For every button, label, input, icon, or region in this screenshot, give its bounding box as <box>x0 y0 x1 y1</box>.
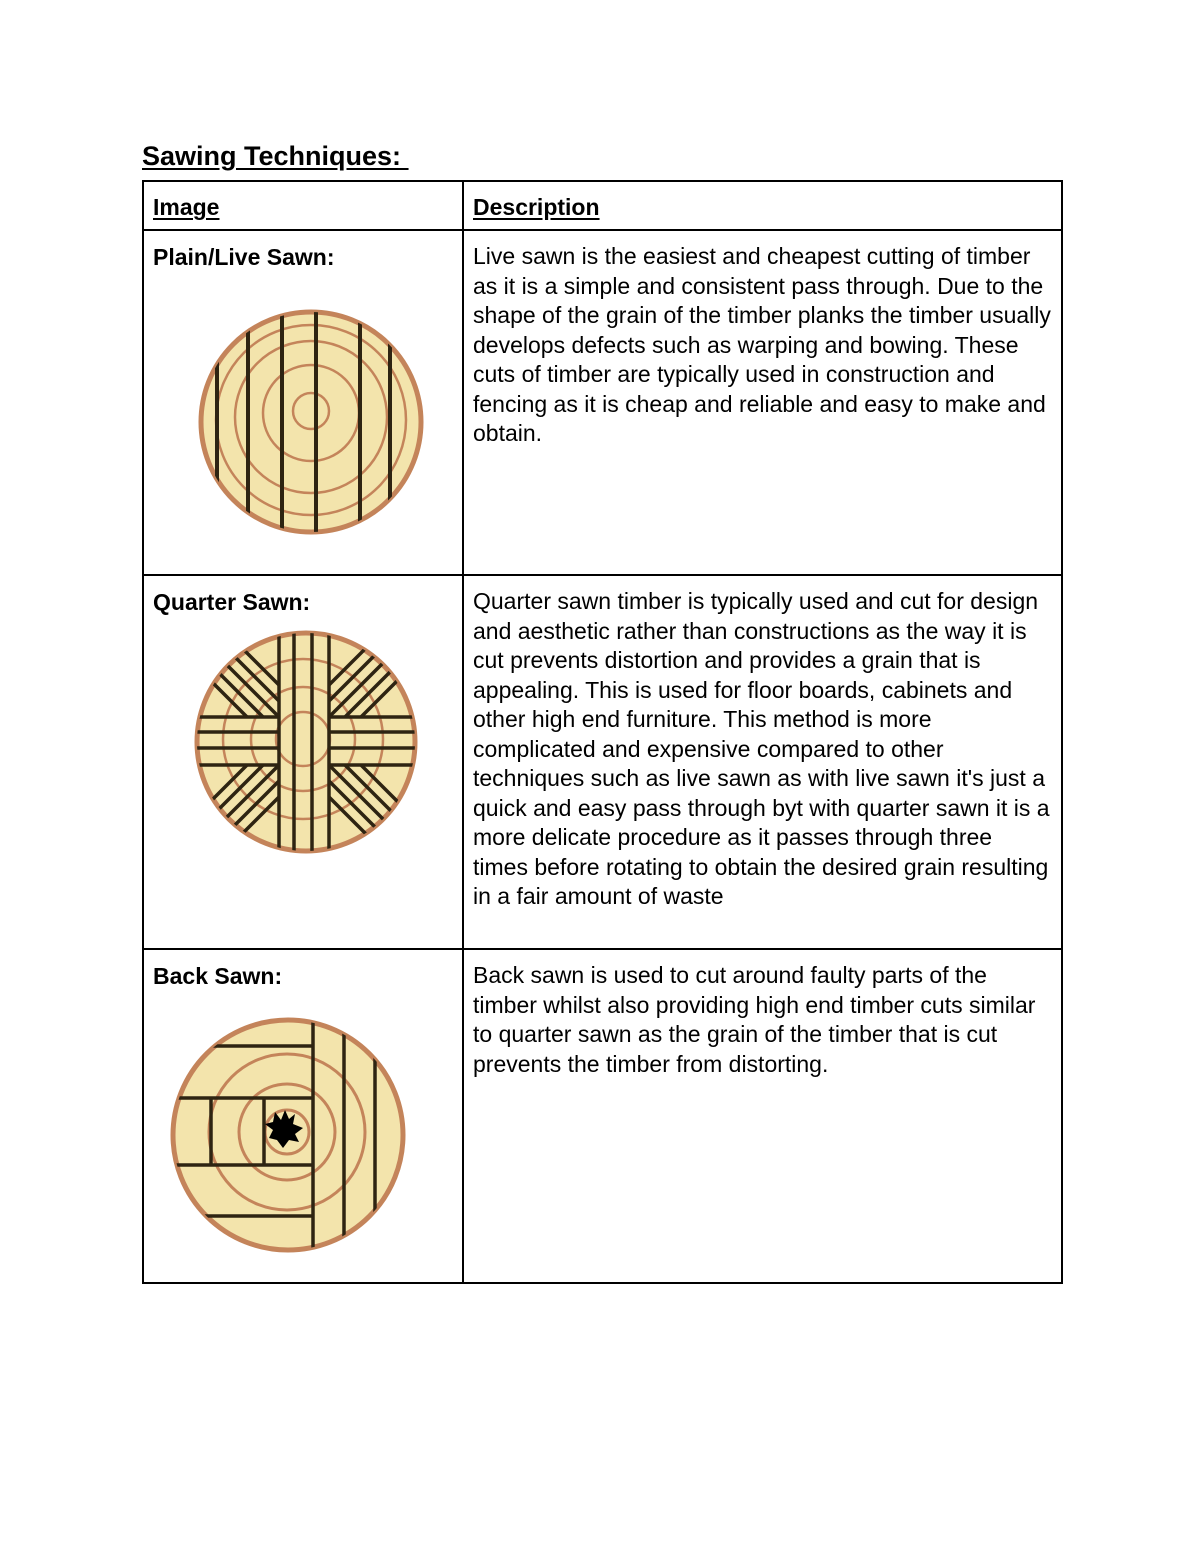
header-description: Description <box>463 181 1062 230</box>
table-row-back-sawn <box>143 949 1062 1283</box>
table-row-plain-sawn <box>143 230 1062 575</box>
description-cell-back-sawn <box>463 949 1062 1283</box>
sawing-techniques-table <box>142 180 1063 1284</box>
label-back-sawn: Back Sawn: <box>153 963 283 989</box>
image-cell-quarter-sawn <box>143 575 463 949</box>
back-sawn-log-diagram <box>169 1016 407 1254</box>
table-row-quarter-sawn <box>143 575 1062 949</box>
document-title: Sawing Techniques: <box>142 141 409 171</box>
description-plain-sawn: Live sawn is the easiest and cheapest cutting of timber as it is a simple and consistent pass through. Due to the shape of the grain of the timber planks the timber usually develops defects such as warping and bowing. These cuts of timber are typically used in construction and fencing as it is cheap and reliable and easy to make and obtain. <box>473 243 1051 446</box>
label-plain-sawn: Plain/Live Sawn: <box>153 244 335 270</box>
description-quarter-sawn: Quarter sawn timber is typically used and cut for design and aesthetic rather than constructions as the way it is cut prevents distortion and provides a grain that is appealing. This is used for floor boards, cabinets and other high end furniture. This method is more complicated and expensive compared to other techniques such as live sawn as with live sawn it's just a quick and easy pass through byt with quarter sawn it is a more delicate procedure as it passes through three times before rotating to obtain the desired grain resulting in a fair amount of waste <box>473 588 1050 909</box>
description-back-sawn: Back sawn is used to cut around faulty parts of the timber whilst also providing high end timber cuts similar to quarter sawn as the grain of the timber that is cut prevents the timber from distorting. <box>473 962 1036 1077</box>
description-cell-plain-sawn <box>463 230 1062 575</box>
description-cell-quarter-sawn <box>463 575 1062 949</box>
quarter-sawn-log-diagram <box>191 627 421 857</box>
table-header-row <box>143 181 1062 230</box>
plain-sawn-log-diagram <box>196 307 426 537</box>
header-image: Image <box>143 181 463 230</box>
image-cell-plain-sawn <box>143 230 463 575</box>
image-cell-back-sawn <box>143 949 463 1283</box>
label-quarter-sawn: Quarter Sawn: <box>153 589 311 615</box>
